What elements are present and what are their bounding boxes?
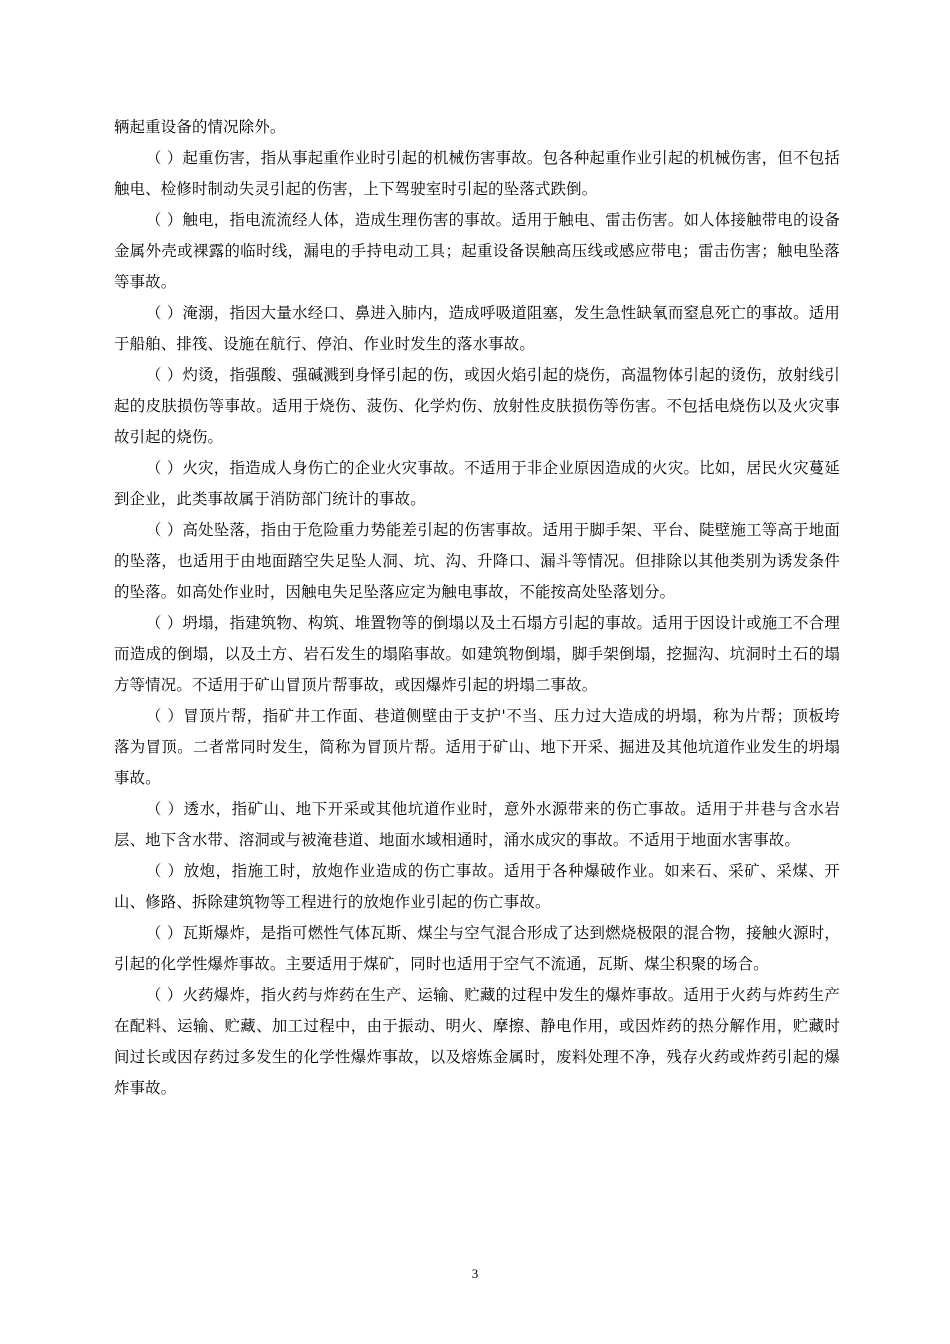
paragraph-roof-fall: （ ）冒顶片帮，指矿井工作面、巷道侧壁由于支护'不当、压力过大造成的坍塌，称为片帮；顶板垮落为冒顶。二者常同时发生，简称为冒顶片帮。适用于矿山、地下开采、掘进及其他坑道作业发生的坍塌事故。 [114,707,840,787]
paragraph-electric-shock: （ ）触电，指电流流经人体，造成生理伤害的事故。适用于触电、雷击伤害。如人体接触带电的设备金属外壳或裸露的临时线，漏电的手持电动工具；起重设备误触高压线或感应带电；雷击伤害；触电坠落等事故。 [114,211,840,291]
document-body [114,112,840,1104]
paragraph-gas-explosion: （ ）瓦斯爆炸，是指可燃性气体瓦斯、煤尘与空气混合形成了达到燃烧极限的混合物，接触火源时，引起的化学性爆炸事故。主要适用于煤矿，同时也适用于空气不流通，瓦斯、煤尘积聚的场合。 [114,924,840,973]
paragraph-fire: （ ）火灾，指造成人身伤亡的企业火灾事故。不适用于非企业原因造成的火灾。比如，居民火灾蔓延到企业，此类事故属于消防部门统计的事故。 [114,459,840,508]
paragraph-water-inrush: （ ）透水，指矿山、地下开采或其他坑道作业时，意外水源带来的伤亡事故。适用于井巷与含水岩层、地下含水带、溶洞或与被淹巷道、地面水域相通时，涌水成灾的事故。不适用于地面水害事故。 [114,800,840,849]
paragraph-continuation: 辆起重设备的情况除外。 [114,118,286,136]
paragraph-blasting: （ ）放炮，指施工时，放炮作业造成的伤亡事故。适用于各种爆破作业。如来石、采矿、采煤、开山、修路、拆除建筑物等工程进行的放炮作业引起的伤亡事故。 [114,862,840,911]
paragraph-drowning: （ ）淹溺，指因大量水经口、鼻进入肺内，造成呼吸道阻塞，发生急性缺氧而窒息死亡的事故。适用于船舶、排筏、设施在航行、停泊、作业时发生的落水事故。 [114,304,840,353]
paragraph-fall-from-height: （ ）高处坠落，指由于危险重力势能差引起的伤害事故。适用于脚手架、平台、陡壁施工等高于地面的坠落，也适用于由地面踏空失足坠人洞、坑、沟、升降口、漏斗等情况。但排除以其他类别为诱发条件的坠落。如高处作业时，因触电失足坠落应定为触电事故，不能按高处坠落划分。 [114,521,840,601]
paragraph-burns: （ ）灼烫，指强酸、强碱溅到身怿引起的伤，或因火焰引起的烧伤，高温物体引起的烫伤，放射线引起的皮肤损伤等事故。适用于烧伤、菠伤、化学灼伤、放射性皮肤损伤等伤害。不包括电烧伤以及火灾事故引起的烧伤。 [114,366,840,446]
page-number: 3 [471,1266,479,1281]
paragraph-collapse: （ ）坍塌，指建筑物、构筑、堆置物等的倒塌以及土石塌方引起的事故。适用于因设计或施工不合理而造成的倒塌，以及土方、岩石发生的塌陷事故。如建筑物倒塌，脚手架倒塌，挖掘沟、坑洞时土石的塌方等情况。不适用于矿山冒顶片帮事故，或因爆炸引起的坍塌二事故。 [114,614,840,694]
paragraph-explosives-explosion: （ ）火药爆炸，指火药与炸药在生产、运输、贮藏的过程中发生的爆炸事故。适用于火药与炸药生产在配料、运输、贮藏、加工过程中，由于振动、明火、摩擦、静电作用，或因炸药的热分解作用，贮藏时间过长或因存药过多发生的化学性爆炸事故，以及熔炼金属时，废料处理不净，残存火药或炸药引起的爆炸事故。 [114,986,840,1097]
paragraph-lifting-injury: （ ）起重伤害，指从事起重作业时引起的机械伤害事故。包各种起重作业引起的机械伤害，但不包括触电、检修时制动失灵引起的伤害，上下驾驶室时引起的坠落式跌倒。 [114,149,840,198]
